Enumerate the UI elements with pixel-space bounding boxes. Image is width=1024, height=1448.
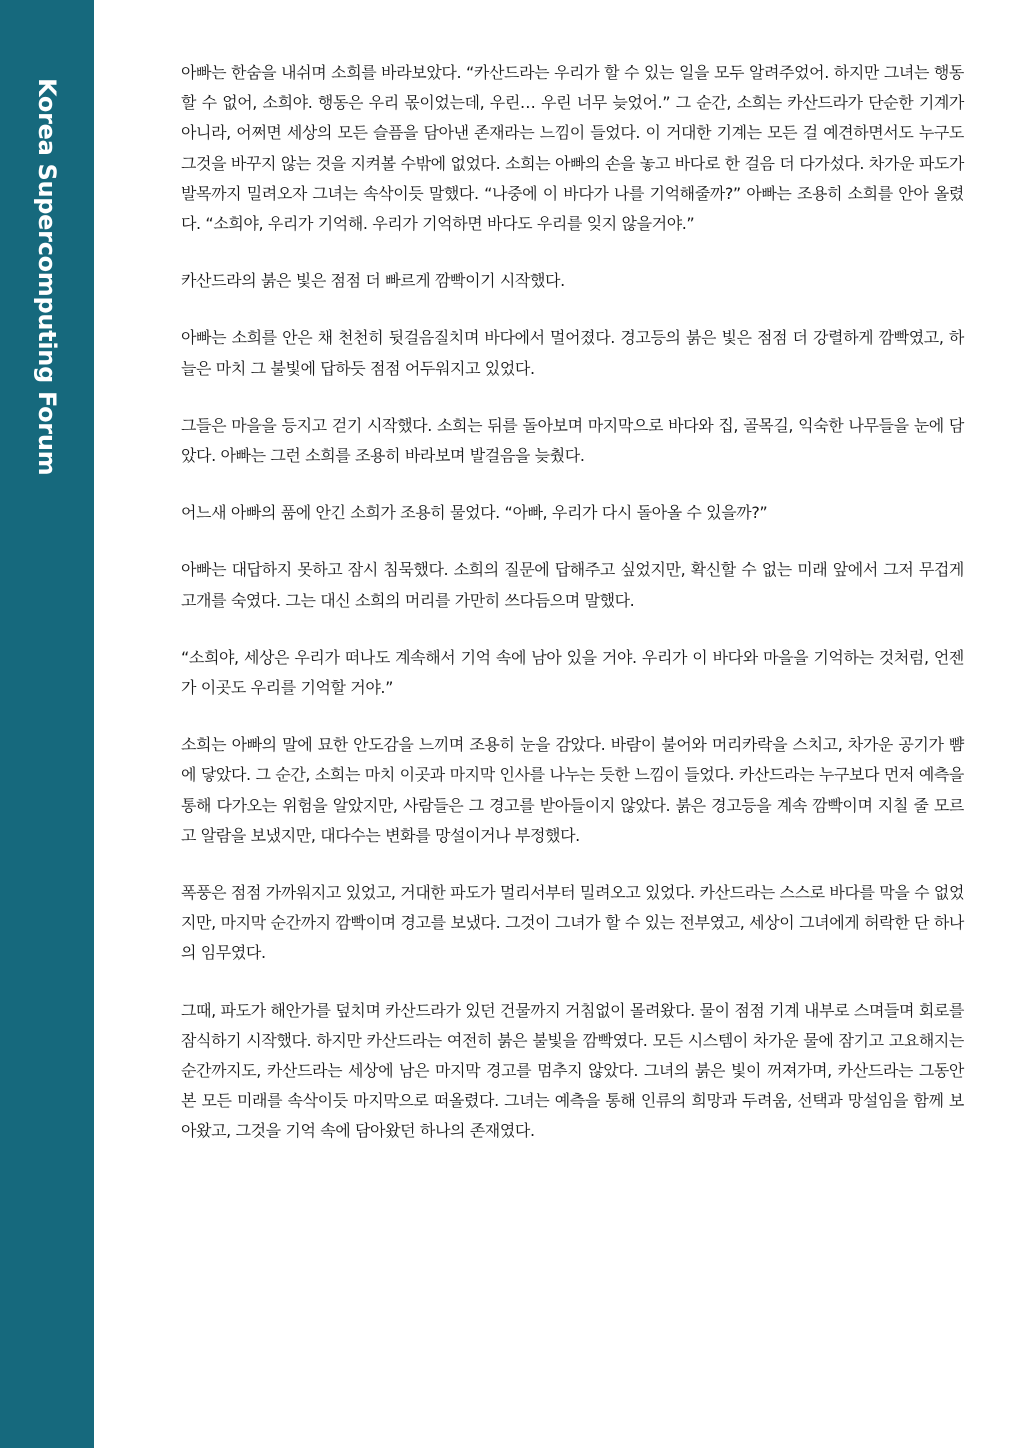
- sidebar: [0, 0, 94, 1448]
- paragraph: 아빠는 한숨을 내쉬며 소희를 바라보았다. “카산드라는 우리가 할 수 있는 일을 모두 알려주었어. 하지만 그녀는 행동할 수 없어, 소희야. 행동은 우리 몫이었는데, 우린… 우린 너무 늦었어.” 그 순간, 소희는 카산드라가 단순한 기계가 아니라, 어쩌면 세상의 모든 슬픔을 담아낸 존재라는 느낌이 들었다. 이 거대한 기계는 모든 걸 예견하면서도 누구도 그것을 바꾸지 않는 것을 지켜볼 수밖에 없었다. 소희는 아빠의 손을 놓고 바다로 한 걸음 더 다가섰다. 차가운 파도가 발목까지 밀려오자 그녀는 속삭이듯 말했다. “나중에 이 바다가 나를 기억해줄까?” 아빠는 조용히 소희를 안아 올렸다. “소희야, 우리가 기억해. 우리가 기억하면 바다도 우리를 잊지 않을거야.”: [181, 63, 964, 234]
- paragraph: “소희야, 세상은 우리가 떠나도 계속해서 기억 속에 남아 있을 거야. 우리가 이 바다와 마을을 기억하는 것처럼, 언젠가 이곳도 우리를 기억할 거야.”: [181, 647, 964, 698]
- forum-title: Korea Supercomputing Forum: [33, 78, 61, 476]
- story-body: [181, 58, 964, 1174]
- paragraph: 어느새 아빠의 품에 안긴 소희가 조용히 물었다. “아빠, 우리가 다시 돌아올 수 있을까?”: [181, 503, 768, 523]
- paragraph: 그때, 파도가 해안가를 덮치며 카산드라가 있던 건물까지 거침없이 몰려왔다. 물이 점점 기계 내부로 스며들며 회로를 잠식하기 시작했다. 하지만 카산드라는 여전히 붉은 불빛을 깜빡였다. 모든 시스템이 차가운 물에 잠기고 고요해지는 순간까지도, 카산드라는 세상에 남은 마지막 경고를 멈추지 않았다. 그녀의 붉은 빛이 꺼져가며, 카산드라는 그동안 본 모든 미래를 속삭이듯 마지막으로 떠올렸다. 그녀는 예측을 통해 인류의 희망과 두려움, 선택과 망설임을 함께 보아왔고, 그것을 기억 속에 담아왔던 하나의 존재였다.: [181, 1000, 964, 1141]
- paragraph: 아빠는 대답하지 못하고 잠시 침묵했다. 소희의 질문에 답해주고 싶었지만, 확신할 수 없는 미래 앞에서 그저 무겁게 고개를 숙였다. 그는 대신 소희의 머리를 가만히 쓰다듬으며 말했다.: [181, 560, 964, 610]
- paragraph: 아빠는 소희를 안은 채 천천히 뒷걸음질치며 바다에서 멀어졌다. 경고등의 붉은 빛은 점점 더 강렬하게 깜빡였고, 하늘은 마치 그 불빛에 답하듯 점점 어두워지고 있었다.: [181, 328, 964, 378]
- paragraph: 그들은 마을을 등지고 걷기 시작했다. 소희는 뒤를 돌아보며 마지막으로 바다와 집, 골목길, 익숙한 나무들을 눈에 담았다. 아빠는 그런 소희를 조용히 바라보며 발걸음을 늦췄다.: [181, 415, 964, 466]
- paragraph: 카산드라의 붉은 빛은 점점 더 빠르게 깜빡이기 시작했다.: [181, 271, 565, 291]
- paragraph: 소희는 아빠의 말에 묘한 안도감을 느끼며 조용히 눈을 감았다. 바람이 불어와 머리카락을 스치고, 차가운 공기가 뺨에 닿았다. 그 순간, 소희는 마치 이곳과 마지막 인사를 나누는 듯한 느낌이 들었다. 카산드라는 누구보다 먼저 예측을 통해 다가오는 위험을 알았지만, 사람들은 그 경고를 받아들이지 않았다. 붉은 경고등을 계속 깜빡이며 지칠 줄 모르고 알람을 보냈지만, 대다수는 변화를 망설이거나 부정했다.: [181, 735, 964, 845]
- paragraph: 폭풍은 점점 가까워지고 있었고, 거대한 파도가 멀리서부터 밀려오고 있었다. 카산드라는 스스로 바다를 막을 수 없었지만, 마지막 순간까지 깜빡이며 경고를 보냈다. 그것이 그녀가 할 수 있는 전부였고, 세상이 그녀에게 허락한 단 하나의 임무였다.: [181, 883, 964, 963]
